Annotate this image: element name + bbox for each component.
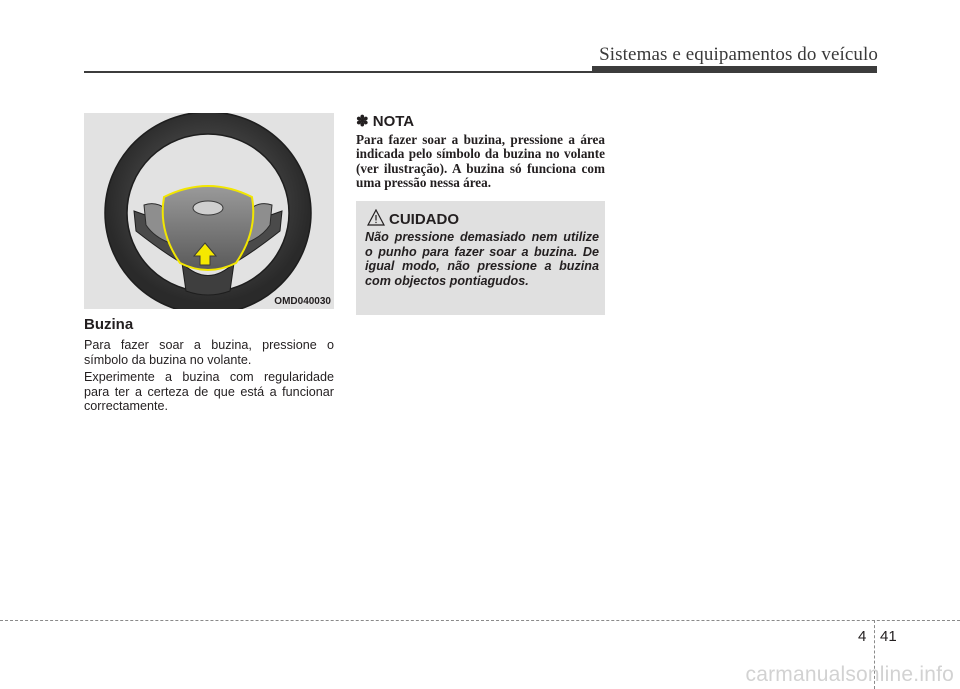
note-text: Para fazer soar a buzina, pressione a área indicada pelo símbolo da buzina no volante (ver ilustração). A buzina só funciona com uma pressão nessa área. [356, 132, 605, 190]
page-number: 41 [880, 628, 897, 645]
body-paragraph: Para fazer soar a buzina, pressione o símbolo da buzina no volante. [84, 338, 334, 367]
header-rule [84, 71, 604, 73]
caution-title: CUIDADO [389, 211, 459, 228]
figure-code: OMD040030 [274, 296, 331, 307]
caution-box [356, 201, 605, 315]
steering-wheel-figure [84, 113, 334, 309]
caution-text: Não pressione demasiado nem utilize o punho para fazer soar a buzina. De igual modo, não pressione a buzina com objectos pontiagudos. [365, 230, 599, 288]
chapter-number: 4 [858, 628, 867, 645]
note-title: ✽ NOTA [356, 113, 415, 130]
footer-rule [0, 620, 960, 621]
section-title: Buzina [84, 316, 134, 333]
page-header-title: Sistemas e equipamentos do veículo [599, 44, 878, 65]
header-rule-accent [592, 66, 877, 73]
watermark: carmanualsonline.info [745, 663, 954, 686]
steering-wheel-illustration [84, 113, 334, 309]
body-paragraph: Experimente a buzina com regularidade para ter a certeza de que está a funcionar correctamente. [84, 370, 334, 413]
warning-triangle-icon [367, 209, 385, 226]
